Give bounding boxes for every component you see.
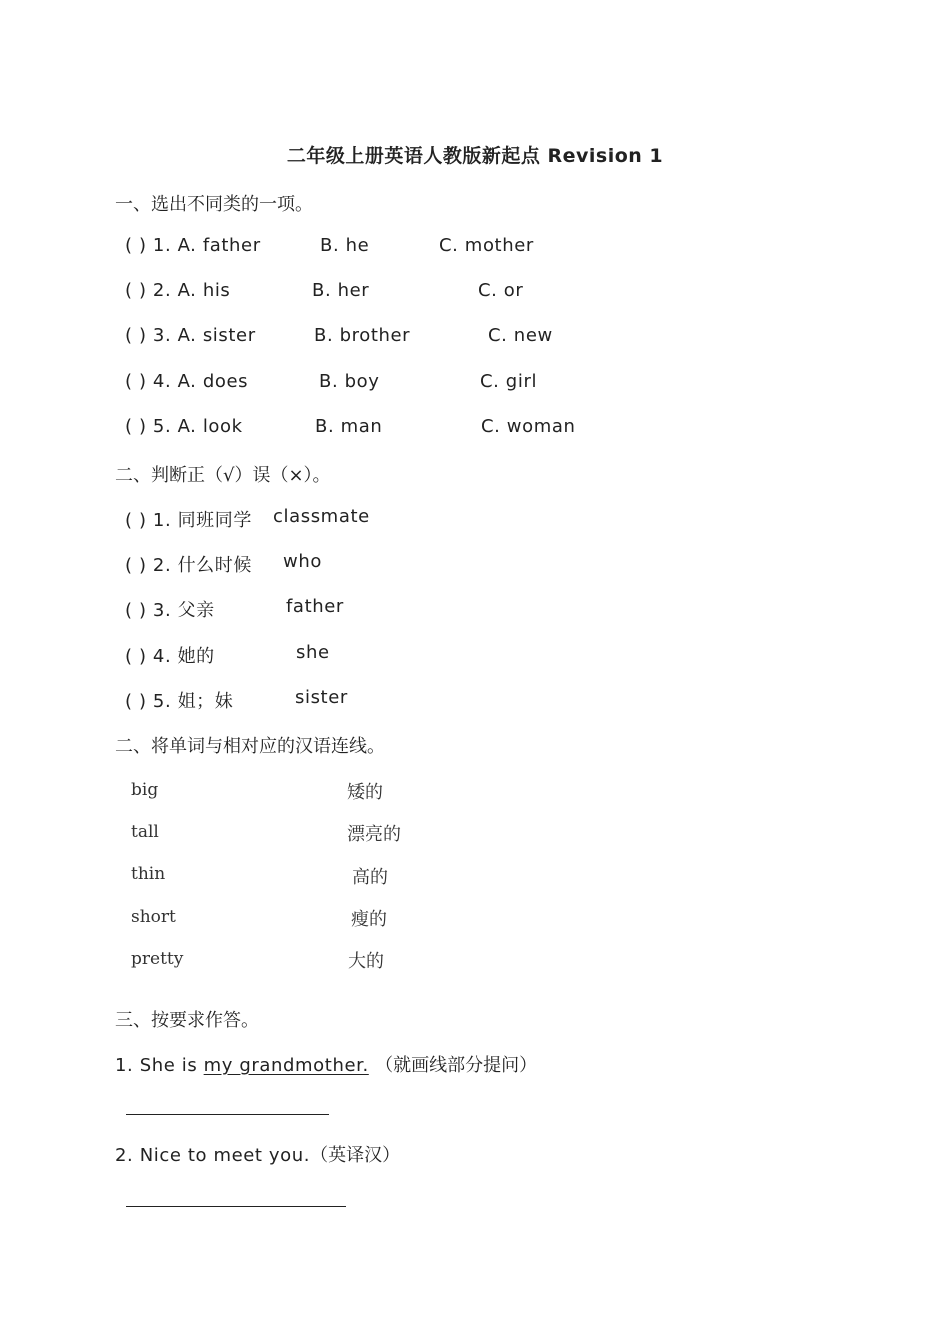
match-cn-4: 瘦的 xyxy=(351,909,387,930)
match-cn-5: 大的 xyxy=(348,951,384,972)
s1-q1-c: C. mother xyxy=(439,235,534,256)
s2-q2-word: who xyxy=(283,551,322,572)
s2-q5-word: sister xyxy=(295,687,348,708)
s2-q1-word: classmate xyxy=(273,506,370,527)
s2-q4-word: she xyxy=(296,642,330,663)
s1-q3-c: C. new xyxy=(488,325,553,346)
match-en-2: tall xyxy=(131,822,159,842)
s2-q4-label: ( ) 4. 她的 xyxy=(125,646,215,667)
section-2-heading: 二、判断正（√）误（×）。 xyxy=(115,465,331,486)
s4-q2 xyxy=(115,1141,400,1167)
s1-q2-b: B. her xyxy=(312,280,370,301)
s1-q2-a: ( ) 2. A. his xyxy=(125,280,231,301)
match-cn-3: 高的 xyxy=(352,867,388,888)
page-title: 二年级上册英语人教版新起点 Revision 1 xyxy=(286,145,664,167)
s4-q1-answer-line[interactable] xyxy=(126,1114,329,1115)
s2-q1-label: ( ) 1. 同班同学 xyxy=(125,510,252,531)
match-en-1: big xyxy=(131,780,159,800)
s2-q2-label: ( ) 2. 什么时候 xyxy=(125,555,252,576)
s4-q1 xyxy=(115,1051,537,1077)
s4-q2-text: 2. Nice to meet you. xyxy=(115,1145,311,1166)
s1-q3-b: B. brother xyxy=(314,325,411,346)
s1-q4-b: B. boy xyxy=(319,371,380,392)
s4-q1-instruction: （就画线部分提问） xyxy=(375,1055,538,1076)
s1-q1-b: B. he xyxy=(320,235,370,256)
match-en-3: thin xyxy=(131,864,166,884)
s1-q3-a: ( ) 3. A. sister xyxy=(125,325,256,346)
match-cn-1: 矮的 xyxy=(347,782,383,803)
s1-q4-c: C. girl xyxy=(480,371,538,392)
s2-q3-word: father xyxy=(286,596,344,617)
s1-q5-a: ( ) 5. A. look xyxy=(125,416,243,437)
match-en-5: pretty xyxy=(131,949,184,969)
section-4-heading: 三、按要求作答。 xyxy=(115,1010,259,1031)
s4-q2-answer-line[interactable] xyxy=(126,1206,346,1207)
section-3-heading: 二、将单词与相对应的汉语连线。 xyxy=(115,736,385,757)
s2-q5-label: ( ) 5. 姐；妹 xyxy=(125,691,234,712)
s4-q1-prefix: 1. She is xyxy=(115,1055,204,1076)
section-1-heading: 一、选出不同类的一项。 xyxy=(115,194,313,215)
s4-q2-instruction: （英译汉） xyxy=(310,1145,401,1166)
s1-q5-b: B. man xyxy=(315,416,383,437)
match-cn-2: 漂亮的 xyxy=(347,824,401,845)
s1-q1-a: ( ) 1. A. father xyxy=(125,235,261,256)
s4-q1-underlined: my grandmother. xyxy=(203,1055,369,1076)
match-en-4: short xyxy=(131,907,176,927)
s1-q5-c: C. woman xyxy=(481,416,576,437)
s1-q2-c: C. or xyxy=(478,280,524,301)
s1-q4-a: ( ) 4. A. does xyxy=(125,371,249,392)
s2-q3-label: ( ) 3. 父亲 xyxy=(125,600,215,621)
